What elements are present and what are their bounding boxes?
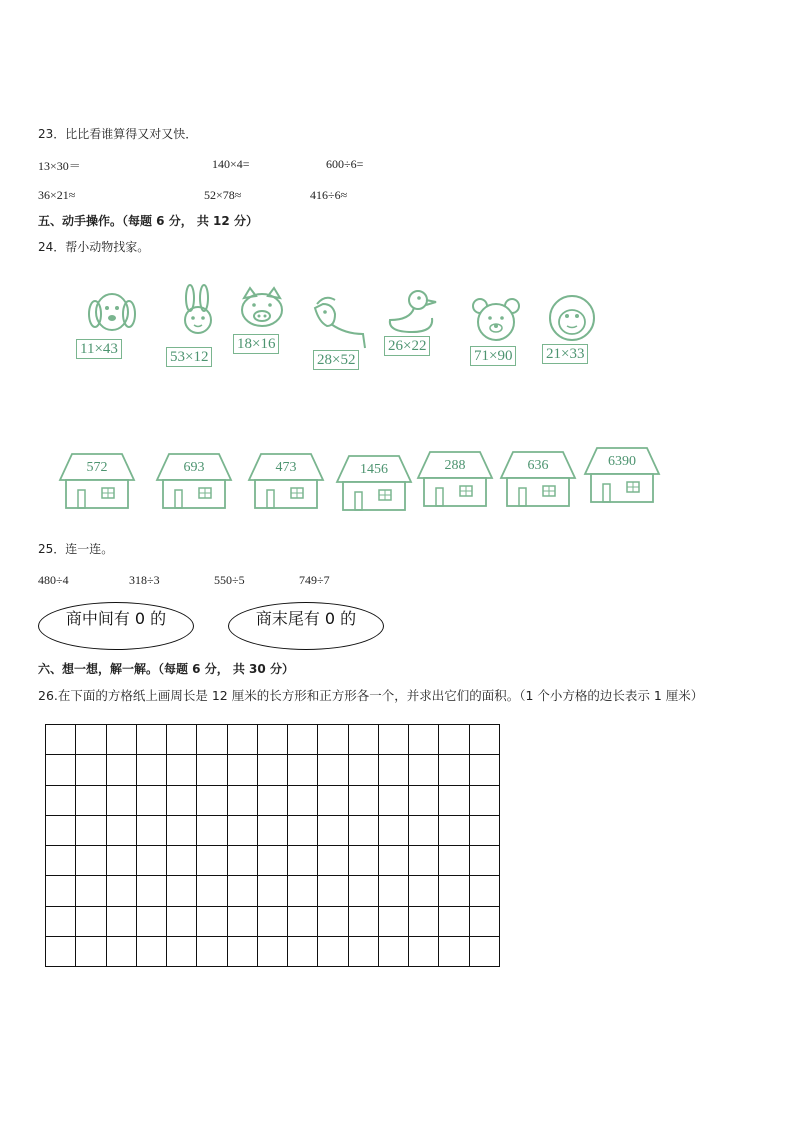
grid-cell[interactable] [197,816,227,846]
grid-cell[interactable] [137,907,167,937]
grid-cell[interactable] [107,816,137,846]
grid-cell[interactable] [228,937,258,967]
grid-cell[interactable] [46,846,76,876]
grid-cell[interactable] [318,725,348,755]
grid-cell[interactable] [288,876,318,906]
grid-cell[interactable] [470,725,500,755]
q23-expr-6: 416÷6≈ [310,188,348,202]
grid-cell[interactable] [167,876,197,906]
grid-cell[interactable] [258,816,288,846]
grid-cell[interactable] [318,876,348,906]
grid-cell[interactable] [318,786,348,816]
answer-oval-2-label: 商末尾有 0 的 [255,609,357,628]
grid-cell[interactable] [76,755,106,785]
house-1 [58,452,136,510]
animal-sign-7: 21×33 [542,344,588,364]
grid-cell[interactable] [288,725,318,755]
house-6 [499,450,577,508]
grid-cell[interactable] [167,725,197,755]
goat-icon [305,294,375,350]
grid-cell[interactable] [76,937,106,967]
grid-cell[interactable] [167,937,197,967]
grid-cell[interactable] [107,755,137,785]
grid-cell[interactable] [167,846,197,876]
q23-expr-2: 140×4= [212,157,250,171]
q26-title: 26.在下面的方格纸上画周长是 12 厘米的长方形和正方形各一个，并求出它们的面积。（1 个小方格的边长表示 1 厘米） [38,688,704,703]
grid-cell[interactable] [470,937,500,967]
grid-cell[interactable] [349,846,379,876]
grid-cell[interactable] [318,907,348,937]
grid-cell[interactable] [46,907,76,937]
grid-cell[interactable] [258,725,288,755]
grid-cell[interactable] [197,755,227,785]
grid-cell[interactable] [379,846,409,876]
grid-cell[interactable] [258,876,288,906]
grid-cell[interactable] [349,755,379,785]
grid-cell[interactable] [379,755,409,785]
house-3 [247,452,325,510]
house-number-5: 288 [444,458,466,473]
grid-cell[interactable] [349,816,379,846]
house-number-7: 6390 [608,454,636,469]
house-5 [416,450,494,508]
q24-title: 24．帮小动物找家。 [38,240,150,254]
grid-cell[interactable] [46,725,76,755]
house-number-1: 572 [86,460,108,475]
grid-cell[interactable] [439,725,469,755]
grid-cell[interactable] [439,816,469,846]
house-number-2: 693 [183,460,205,475]
grid-cell[interactable] [228,876,258,906]
grid-cell[interactable] [137,786,167,816]
grid-cell[interactable] [318,755,348,785]
animal-sign-3: 18×16 [233,334,279,354]
grid-cell[interactable] [409,725,439,755]
grid-cell[interactable] [137,816,167,846]
house-number-3: 473 [275,460,297,475]
grid-cell[interactable] [107,725,137,755]
grid-cell[interactable] [379,876,409,906]
grid-cell[interactable] [349,786,379,816]
grid-cell[interactable] [439,876,469,906]
grid-cell[interactable] [137,846,167,876]
grid-cell[interactable] [379,937,409,967]
grid-cell[interactable] [439,937,469,967]
grid-cell[interactable] [76,846,106,876]
grid-cell[interactable] [228,816,258,846]
grid-cell[interactable] [228,846,258,876]
grid-cell[interactable] [288,816,318,846]
grid-cell[interactable] [379,907,409,937]
section6-title: 六、想一想，解一解。（每题 6 分， 共 30 分） [38,662,294,676]
grid-cell[interactable] [228,725,258,755]
animal-sign-2: 53×12 [166,347,212,367]
grid-cell[interactable] [288,786,318,816]
grid-cell[interactable] [107,876,137,906]
grid-cell[interactable] [470,876,500,906]
grid-cell[interactable] [76,876,106,906]
grid-cell[interactable] [107,937,137,967]
grid-cell[interactable] [409,907,439,937]
grid-cell[interactable] [470,907,500,937]
grid-cell[interactable] [470,755,500,785]
grid-cell[interactable] [258,786,288,816]
grid-cell[interactable] [379,816,409,846]
grid-cell[interactable] [167,816,197,846]
grid-cell[interactable] [167,755,197,785]
grid-cell[interactable] [258,846,288,876]
grid-cell[interactable] [258,755,288,785]
grid-cell[interactable] [349,907,379,937]
grid-cell[interactable] [228,755,258,785]
house-2 [155,452,233,510]
grid-cell[interactable] [137,876,167,906]
q23-expr-4: 36×21≈ [38,188,76,202]
grid-cell[interactable] [288,755,318,785]
grid-cell[interactable] [318,937,348,967]
grid-cell[interactable] [197,725,227,755]
grid-cell[interactable] [197,846,227,876]
grid-cell[interactable] [258,907,288,937]
grid-cell[interactable] [318,816,348,846]
q25-title: 25．连一连。 [38,542,114,556]
grid-cell[interactable] [137,937,167,967]
grid-cell[interactable] [409,846,439,876]
q25-expr-3: 550÷5 [214,573,245,587]
grid-cell[interactable] [46,876,76,906]
grid-cell[interactable] [439,846,469,876]
grid-cell[interactable] [470,846,500,876]
grid-cell[interactable] [197,907,227,937]
grid-cell[interactable] [439,755,469,785]
grid-cell[interactable] [409,937,439,967]
grid-cell[interactable] [288,907,318,937]
answer-oval-2[interactable] [228,602,384,650]
house-number-4: 1456 [360,462,388,477]
house-7 [583,446,661,504]
grid-cell[interactable] [228,907,258,937]
grid-cell[interactable] [258,937,288,967]
house-number-6: 636 [527,458,549,473]
q23-expr-1: 13×30＝ [38,159,81,173]
grid-cell[interactable] [439,786,469,816]
grid-cell[interactable] [318,846,348,876]
grid-cell[interactable] [76,786,106,816]
grid-cell[interactable] [107,907,137,937]
q23-expr-3: 600÷6= [326,157,364,171]
q23-title: 23．比比看谁算得又对又快． [38,127,198,141]
answer-oval-1[interactable] [38,602,194,650]
grid-cell[interactable] [167,907,197,937]
grid-cell[interactable] [409,786,439,816]
grid-cell[interactable] [349,876,379,906]
animal-sign-1: 11×43 [76,339,122,359]
animal-sign-5: 26×22 [384,336,430,356]
q25-expr-4: 749÷7 [299,573,330,587]
grid-cell[interactable] [439,907,469,937]
grid-cell[interactable] [379,725,409,755]
grid-cell[interactable] [288,846,318,876]
grid-cell[interactable] [107,846,137,876]
grid-cell[interactable] [76,816,106,846]
grid-cell[interactable] [46,755,76,785]
section5-title: 五、动手操作。（每题 6 分， 共 12 分） [38,214,258,228]
grid-cell[interactable] [167,786,197,816]
grid-cell[interactable] [46,937,76,967]
house-4 [335,454,413,512]
grid-cell[interactable] [409,876,439,906]
grid-cell[interactable] [349,725,379,755]
dog-icon [82,288,142,340]
animal-sign-4: 28×52 [313,350,359,370]
grid-cell[interactable] [46,786,76,816]
grid-cell[interactable] [197,876,227,906]
monkey-icon [540,292,604,346]
grid-cell[interactable] [409,755,439,785]
animal-sign-6: 71×90 [470,346,516,366]
grid-cell[interactable] [76,907,106,937]
grid-cell[interactable] [76,725,106,755]
q25-expr-2: 318÷3 [129,573,160,587]
grid-cell[interactable] [46,816,76,846]
pig-icon [232,286,292,336]
grid-cell[interactable] [470,816,500,846]
q23-expr-5: 52×78≈ [204,188,242,202]
grid-cell[interactable] [197,786,227,816]
grid-cell[interactable] [409,816,439,846]
rabbit-icon [168,284,228,344]
grid-cell[interactable] [137,755,167,785]
grid-cell[interactable] [349,937,379,967]
grid-cell[interactable] [197,937,227,967]
answer-oval-1-label: 商中间有 0 的 [65,609,167,628]
q25-expr-1: 480÷4 [38,573,69,587]
grid-cell[interactable] [379,786,409,816]
grid-cell[interactable] [228,786,258,816]
grid-cell[interactable] [470,786,500,816]
bear-icon [466,296,526,346]
grid-cell[interactable] [288,937,318,967]
duck-icon [382,288,446,338]
square-grid-paper[interactable] [45,724,500,967]
grid-cell[interactable] [107,786,137,816]
grid-cell[interactable] [137,725,167,755]
